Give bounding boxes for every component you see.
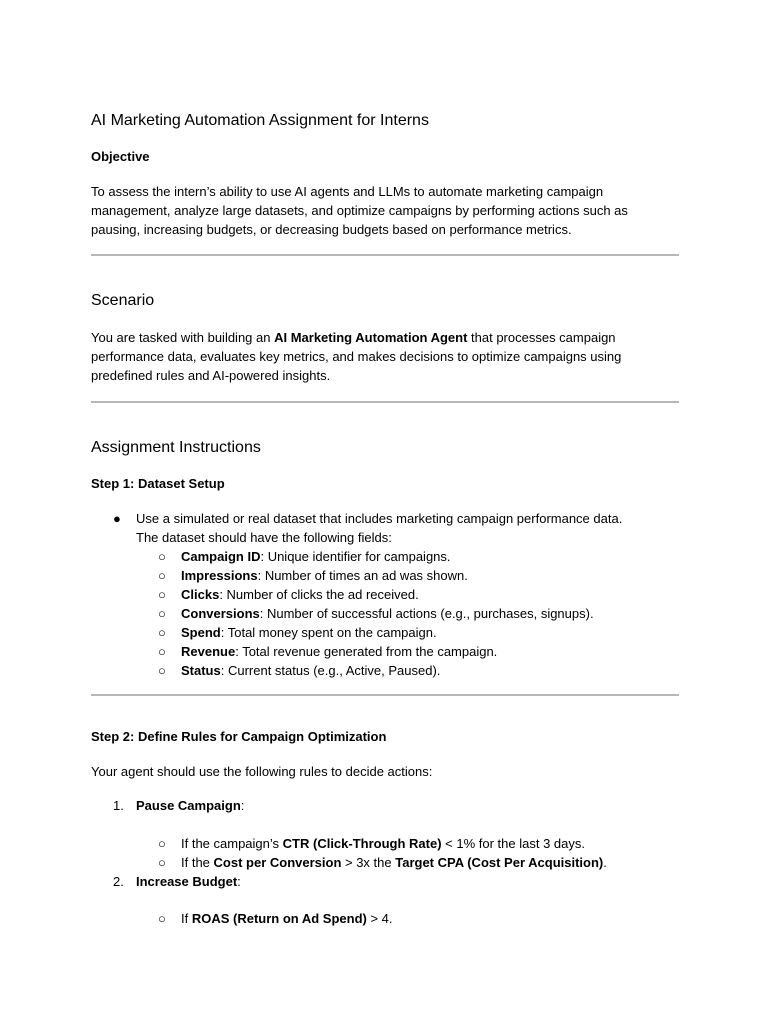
sub-bullet-marker: ○: [158, 644, 166, 659]
sub-bullet-marker: ○: [158, 568, 166, 583]
text-run: If the: [181, 855, 214, 870]
scenario-paragraph: [91, 328, 621, 385]
field-item: [181, 623, 437, 642]
pause-rule-cpa: [181, 853, 607, 872]
sub-bullet-marker: ○: [158, 911, 166, 926]
field-item: [181, 547, 451, 566]
objective-heading: Objective: [91, 149, 150, 164]
field-description: : Number of times an ad was shown.: [257, 568, 468, 583]
field-name: Campaign ID: [181, 549, 261, 564]
section-divider: [91, 254, 679, 256]
increase-rule-roas: [181, 909, 393, 928]
text-run: :: [240, 798, 245, 813]
field-description: : Current status (e.g., Active, Paused).: [220, 663, 441, 678]
metric-bold: CTR (Click-Through Rate): [282, 836, 442, 851]
text-run: that processes campaign: [467, 330, 616, 345]
field-name: Status: [181, 663, 221, 678]
metric-bold: Target CPA (Cost Per Acquisition): [395, 855, 604, 870]
step2-intro: Your agent should use the following rules to decide actions:: [91, 764, 433, 779]
sub-bullet-marker: ○: [158, 836, 166, 851]
text-run: < 1% for the last 3 days.: [441, 836, 585, 851]
rule-name: Increase Budget: [136, 874, 238, 889]
field-name: Revenue: [181, 644, 236, 659]
agent-name-bold: AI Marketing Automation Agent: [274, 330, 468, 345]
text-run: .: [603, 855, 607, 870]
page-title: AI Marketing Automation Assignment for Interns: [91, 112, 429, 129]
rule-pause-campaign: [136, 796, 244, 815]
text-run: > 3x the: [341, 855, 396, 870]
field-description: : Number of clicks the ad received.: [219, 587, 419, 602]
step2-heading: Step 2: Define Rules for Campaign Optimization: [91, 729, 387, 744]
scenario-heading: Scenario: [91, 292, 155, 309]
sub-bullet-marker: ○: [158, 625, 166, 640]
section-divider: [91, 694, 679, 696]
text-run: If: [181, 911, 192, 926]
scenario-line: predefined rules and AI-powered insights.: [91, 368, 331, 383]
sub-bullet-marker: ○: [158, 606, 166, 621]
field-name: Clicks: [181, 587, 220, 602]
objective-paragraph: [91, 182, 628, 239]
field-name: Conversions: [181, 606, 260, 621]
rule-number: 1.: [113, 798, 124, 813]
field-item: [181, 585, 419, 604]
instructions-heading: Assignment Instructions: [91, 439, 261, 456]
rule-increase-budget: [136, 872, 241, 891]
metric-bold: Cost per Conversion: [213, 855, 342, 870]
bullet-marker: ●: [113, 511, 121, 526]
objective-line: To assess the intern’s ability to use AI agents and LLMs to automate marketing campaign: [91, 184, 604, 199]
metric-bold: ROAS (Return on Ad Spend): [191, 911, 367, 926]
field-description: : Total money spent on the campaign.: [220, 625, 437, 640]
sub-bullet-marker: ○: [158, 855, 166, 870]
sub-bullet-marker: ○: [158, 549, 166, 564]
text-run: :: [237, 874, 241, 889]
bullet-line: The dataset should have the following fields:: [136, 530, 392, 545]
field-description: : Number of successful actions (e.g., purchases, signups).: [259, 606, 594, 621]
text-run: You are tasked with building an: [91, 330, 275, 345]
text-run: > 4.: [366, 911, 393, 926]
text-run: If the campaign’s: [181, 836, 283, 851]
field-description: : Total revenue generated from the campaign.: [235, 644, 498, 659]
field-item: [181, 642, 497, 661]
sub-bullet-marker: ○: [158, 587, 166, 602]
step1-heading: Step 1: Dataset Setup: [91, 476, 225, 491]
bullet-line: Use a simulated or real dataset that includes marketing campaign performance data.: [136, 511, 623, 526]
field-name: Impressions: [181, 568, 258, 583]
rule-number: 2.: [113, 874, 124, 889]
field-item: [181, 604, 594, 623]
objective-line: management, analyze large datasets, and optimize campaigns by performing actions such as: [91, 203, 628, 218]
sub-bullet-marker: ○: [158, 663, 166, 678]
section-divider: [91, 401, 679, 403]
field-item: [181, 566, 468, 585]
pause-rule-ctr: [181, 834, 585, 853]
objective-line: pausing, increasing budgets, or decreasing budgets based on performance metrics.: [91, 222, 572, 237]
scenario-line: [91, 328, 621, 347]
field-name: Spend: [181, 625, 221, 640]
scenario-line: performance data, evaluates key metrics, and makes decisions to optimize campaigns using: [91, 349, 622, 364]
field-description: : Unique identifier for campaigns.: [260, 549, 451, 564]
field-item: [181, 661, 440, 680]
rule-name: Pause Campaign: [136, 798, 241, 813]
